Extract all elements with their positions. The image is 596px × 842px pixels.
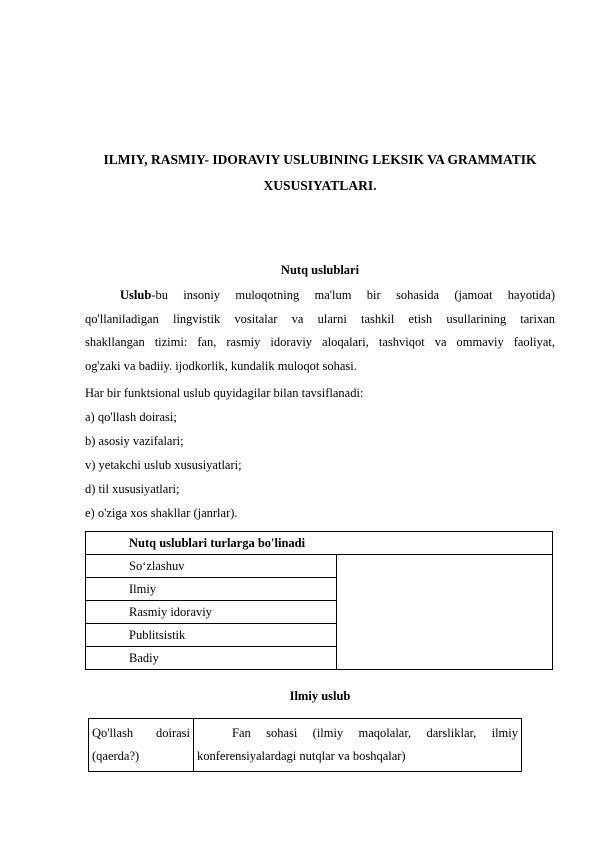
- intro-line: qo'llaniladigan lingvistik vositalar va ularni tashkil etish usullarining tarixan: [85, 311, 555, 326]
- list-item: a) qo'llash doirasi;: [85, 410, 177, 424]
- intro-paragraph: [85, 284, 555, 378]
- styles-table: [85, 531, 553, 670]
- section-heading-nutq-uslublari: Nutq uslublari: [280, 263, 360, 277]
- table-row: [86, 532, 553, 555]
- table-cell-label: Qo'llash doirasi (qaerda?): [89, 719, 194, 772]
- table-row: [89, 719, 522, 772]
- list-item: v) yetakchi uslub xususiyatlari;: [85, 458, 242, 472]
- table-cell-value: Fan sohasi (ilmiy maqolalar, darsliklar, ilmiy konferensiyalardagi nutqlar va boshqalar): [194, 719, 522, 772]
- section-heading-ilmiy-uslub: Ilmiy uslub: [289, 689, 351, 703]
- document-title-line-2: XUSUSIYATLARI.: [263, 178, 377, 193]
- document-title-line-1: ILMIY, RASMIY- IDORAVIY USLUBINING LEKSIK VA GRAMMATIK: [103, 152, 537, 167]
- list-item: e) o'ziga xos shakllar (janrlar).: [85, 506, 238, 520]
- list-lead: Har bir funktsional uslub quyidagilar bilan tavsiflanadi:: [85, 386, 364, 400]
- intro-line: Uslub-bu insoniy muloqotning ma'lum bir sohasida (jamoat hayotida): [120, 288, 555, 302]
- list-item: b) asosiy vazifalari;: [85, 434, 184, 448]
- styles-table-header: Nutq uslublari turlarga bo'linadi: [86, 532, 553, 555]
- table-empty-cell: [337, 555, 553, 670]
- intro-term: Uslub: [120, 288, 152, 302]
- table-cell: Ilmiy: [86, 578, 337, 601]
- table-cell: Rasmiy idoraviy: [86, 601, 337, 624]
- table-row: [86, 555, 553, 578]
- table-cell: Badiy: [86, 647, 337, 670]
- intro-line: shakllangan tizimi: fan, rasmiy idoraviy aloqalari, tashviqot va ommaviy faoliyat,: [85, 335, 555, 349]
- table-cell: So‘zlashuv: [86, 555, 337, 578]
- list-item: d) til xususiyatlari;: [85, 482, 180, 496]
- table-cell: Publitsistik: [86, 624, 337, 647]
- ilmiy-uslub-table: [88, 718, 522, 772]
- intro-line: og'zaki va badiiy. ijodkorlik, kundalik muloqot sohasi.: [85, 358, 357, 373]
